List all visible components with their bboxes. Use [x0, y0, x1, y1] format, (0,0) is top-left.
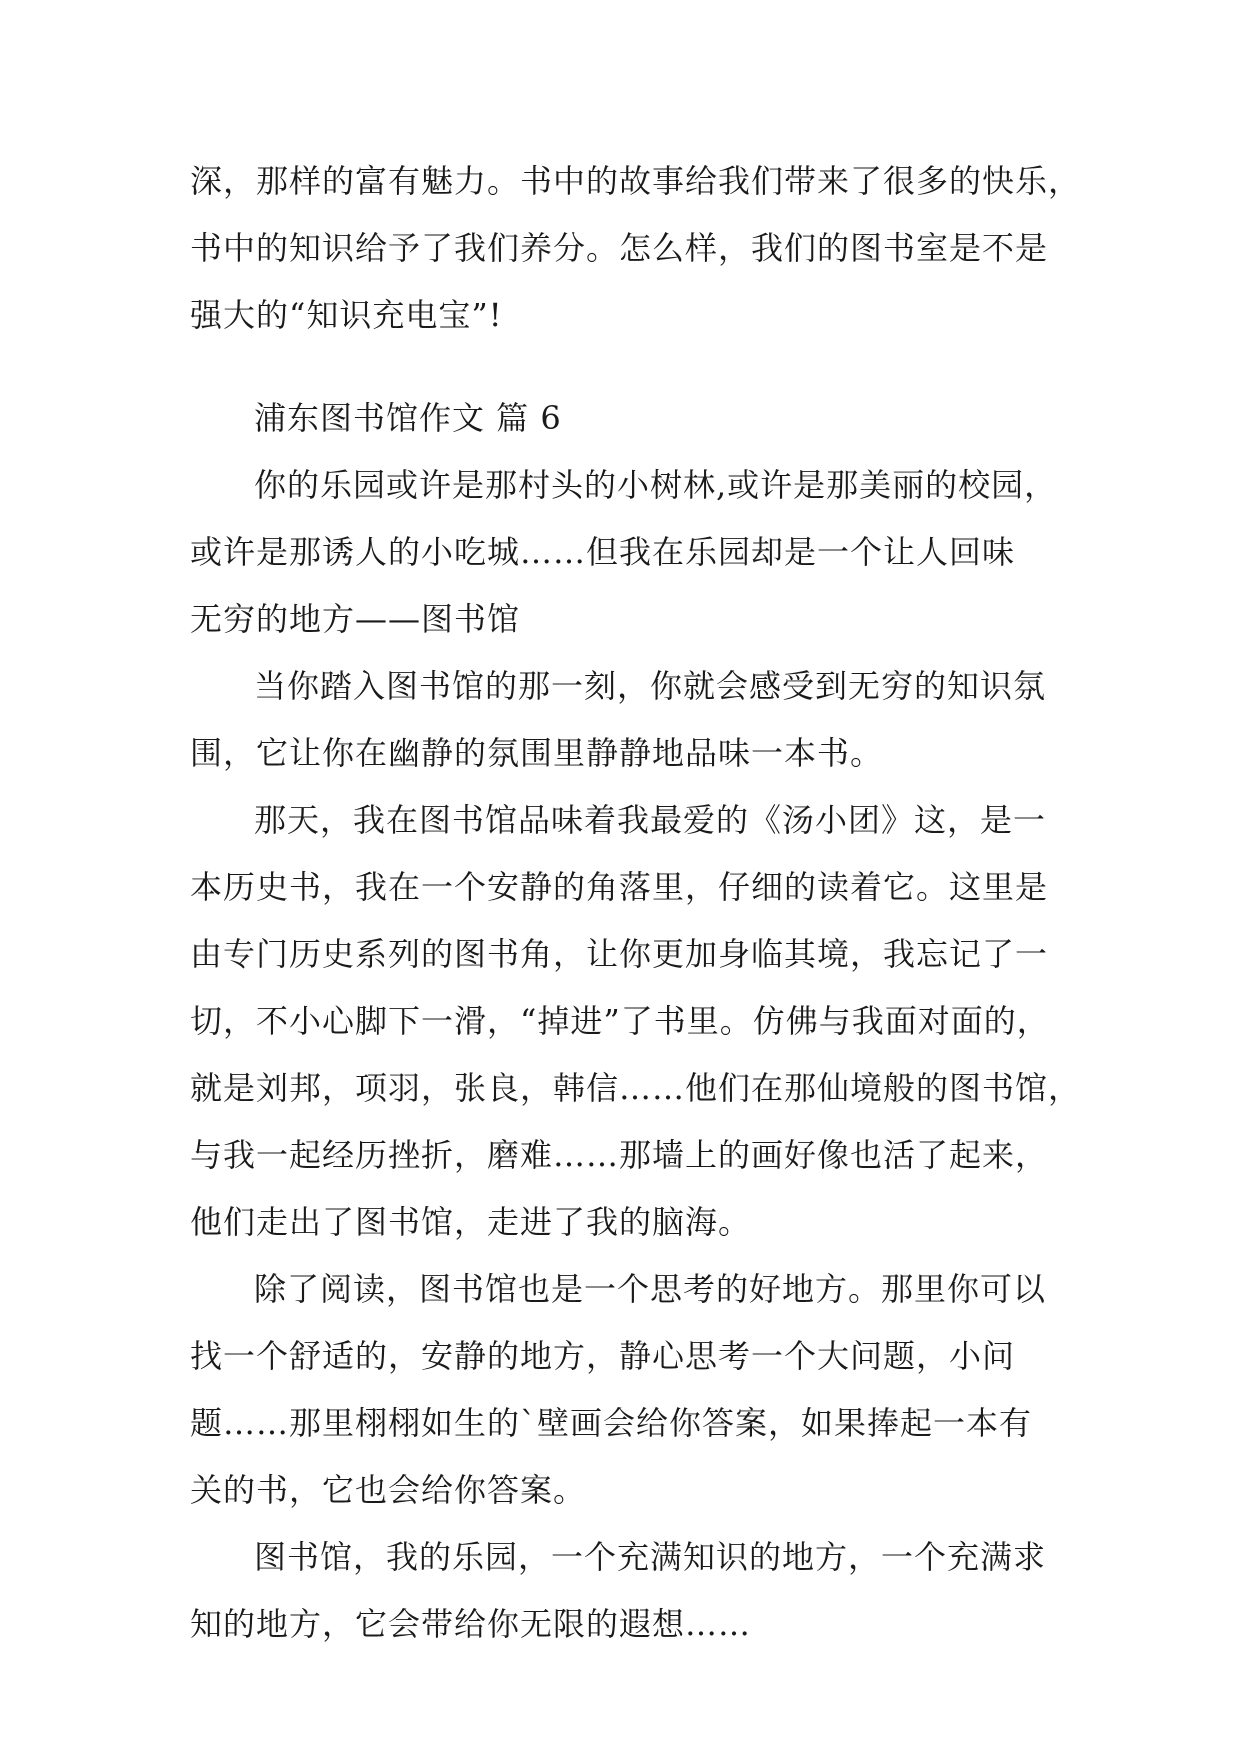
paragraph-line: 就是刘邦，项羽，张良，韩信……他们在那仙境般的图书馆，: [190, 1069, 1082, 1107]
paragraph-line: 与我一起经历挫折，磨难……那墙上的画好像也活了起来，: [190, 1136, 1049, 1174]
paragraph-line: 当你踏入图书馆的那一刻，你就会感受到无穷的知识氛: [254, 667, 1047, 705]
paragraph-line: 找一个舒适的，安静的地方，静心思考一个大问题，小问: [190, 1337, 1016, 1375]
paragraph-line: 图书馆，我的乐园，一个充满知识的地方，一个充满求: [254, 1538, 1047, 1576]
paragraph-line: 围，它让你在幽静的氛围里静静地品味一本书。: [190, 734, 884, 772]
paragraph-line: 那天，我在图书馆品味着我最爱的《汤小团》这，是一: [254, 801, 1047, 839]
paragraph-line: 关的书，它也会给你答案。: [190, 1471, 587, 1509]
intro-line: 书中的知识给予了我们养分。怎么样，我们的图书室是不是: [190, 229, 1049, 267]
paragraph-line: 题……那里栩栩如生的`壁画会给你答案，如果捧起一本有: [190, 1404, 1033, 1442]
intro-line: 强大的“知识充电宝”!: [190, 296, 503, 334]
paragraph-line: 除了阅读，图书馆也是一个思考的好地方。那里你可以: [254, 1270, 1047, 1308]
intro-line: 深，那样的富有魅力。书中的故事给我们带来了很多的快乐，: [190, 162, 1082, 200]
paragraph-line: 或许是那诱人的小吃城……但我在乐园却是一个让人回味: [190, 533, 1016, 571]
paragraph-line: 本历史书，我在一个安静的角落里，仔细的读着它。这里是: [190, 868, 1049, 906]
paragraph-line: 由专门历史系列的图书角，让你更加身临其境，我忘记了一: [190, 935, 1049, 973]
essay-section: [190, 385, 1082, 1658]
paragraph-line: 知的地方，它会带给你无限的遐想……: [190, 1605, 752, 1643]
paragraph-line: 无穷的地方——图书馆: [190, 600, 521, 638]
paragraph-line: 切，不小心脚下一滑，“掉进”了书里。仿佛与我面对面的，: [190, 1002, 1050, 1040]
paragraph-line: 他们走出了图书馆，走进了我的脑海。: [190, 1203, 752, 1241]
paragraph-line: 你的乐园或许是那村头的小树林,或许是那美丽的校园，: [254, 466, 1058, 504]
intro-paragraph: [190, 148, 1082, 349]
section-heading: 浦东图书馆作文 篇 6: [254, 399, 562, 437]
